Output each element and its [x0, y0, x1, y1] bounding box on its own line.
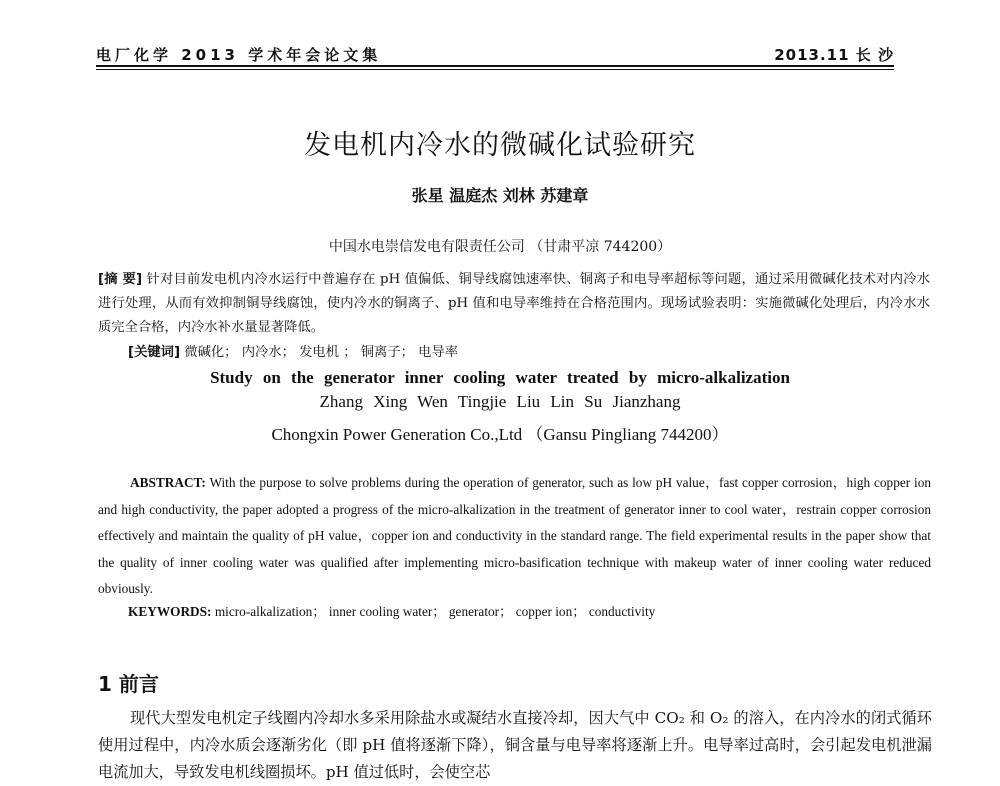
keywords-en-label: KEYWORDS:	[128, 604, 212, 619]
paper-title-cn: 发电机内冷水的微碱化试验研究	[304, 130, 696, 161]
keywords-cn-label: [关键词]	[128, 345, 181, 360]
abstract-cn-text: 针对目前发电机内冷水运行中普遍存在 pH 值偏低、铜导线腐蚀速率快、铜离子和电导率超标等问题，通过采用微碱化技术对内冷水进行处理，从而有效抑制铜导线腐蚀，使内冷水的铜离子、pH 值和电导率维持在合格范围内。现场试验表明：实施微碱化处理后，内冷水水质完全合格，内冷水补水量显著降低。	[98, 272, 931, 335]
header-rule-thin	[96, 69, 894, 70]
keywords-cn	[128, 341, 458, 360]
keywords-en-text: micro-alkalization； inner cooling water； generator； copper ion； conductivity	[214, 604, 656, 619]
affiliation-en: Chongxin Power Generation Co.,Ltd （Gansu Pingliang 744200）	[271, 425, 729, 444]
running-header-date: 2013.11 长 沙	[774, 46, 894, 64]
paper-title-en: Study on the generator inner cooling water treated by micro-alkalization	[210, 368, 790, 387]
affiliation-cn: 中国水电崇信发电有限责任公司 （甘肃平凉 744200）	[328, 239, 672, 255]
authors-en: Zhang Xing Wen Tingjie Liu Lin Su Jianzhang	[319, 392, 681, 411]
authors-cn: 张星 温庭杰 刘林 苏建章	[411, 186, 589, 205]
running-header-title: 电厂化学 2013 学术年会论文集	[96, 46, 382, 64]
abstract-en-text: With the purpose to solve problems during the operation of generator, such as low pH value，fast copper corrosion，high copper ion and high conductivity, the paper adopted a progress of the micro-alkalization in the treatment of generator inner to cool water，restrain copper corrosion effectively and maintain the quality of pH value，copper ion and conductivity in the standard range. The field experimental results in the paper show that the quality of inner cooling water was qualified after implementing micro-basification technique with makeup water of inner cooling water reduced obviously.	[98, 475, 931, 596]
abstract-en-label: ABSTRACT:	[130, 475, 206, 490]
header-rule-thick	[96, 65, 894, 67]
abstract-cn	[98, 268, 930, 340]
section-heading: 1 前言	[98, 672, 159, 696]
abstract-cn-label: [摘 要]	[98, 272, 143, 287]
keywords-cn-text: 微碱化； 内冷水； 发电机 ； 铜离子； 电导率	[184, 345, 459, 360]
keywords-en	[128, 601, 655, 620]
abstract-en	[98, 470, 931, 603]
section-body-text: 现代大型发电机定子线圈内冷却水多采用除盐水或凝结水直接冷却，因大气中 CO₂ 和 O₂ 的溶入，在内冷水的闭式循环使用过程中，内冷水质会逐渐劣化（即 pH 值将逐渐下降），铜含量与电导率将逐渐上升。电导率过高时，会引起发电机泄漏电流加大，导致发电机线圈损坏。pH 值过低时，会使空芯	[98, 709, 932, 781]
